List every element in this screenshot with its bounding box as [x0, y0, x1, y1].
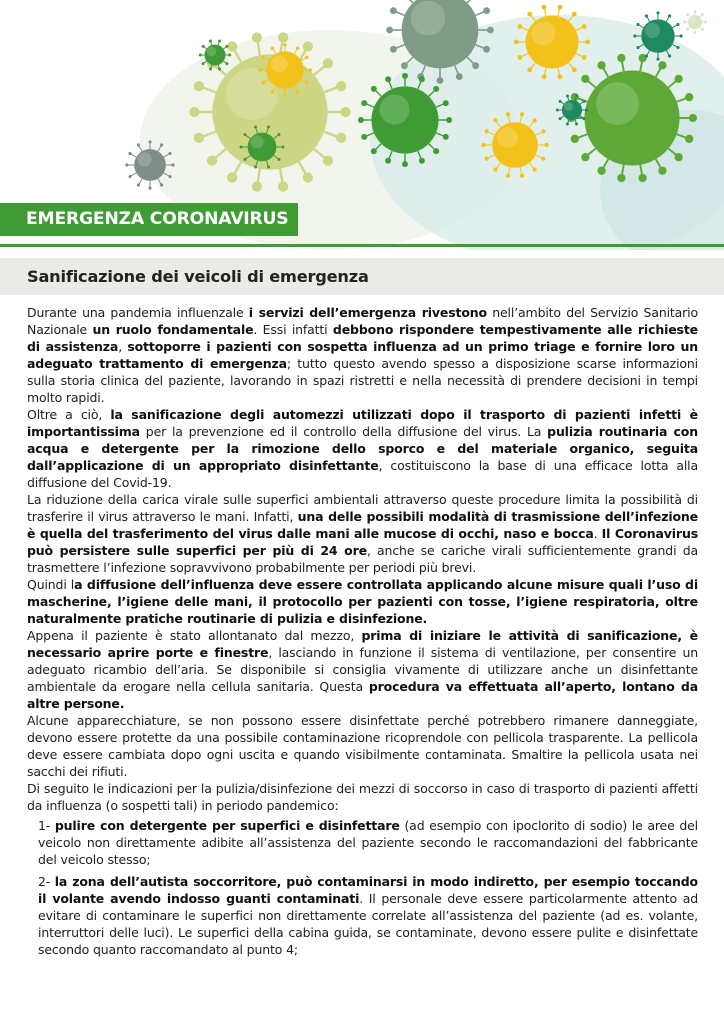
- body-text: [27, 304, 698, 958]
- paragraph: Oltre a ciò, la sanificazione degli automezzi utilizzati dopo il trasporto di pazienti infetti è importantissima per la prevenzione ed il controllo della diffusione del virus. La pulizia routinaria con acqua e detergente per la rimozione dello sporco e del materiale organico, seguita dall’applicazione di un appropriato disinfettante, costituiscono la base di una efficace lotta alla diffusione del Covid-19.: [27, 407, 698, 490]
- header-rule: [0, 244, 724, 247]
- paragraph: Durante una pandemia influenzale i servizi dell’emergenza rivestono nell’ambito del Servizio Sanitario Nazionale un ruolo fondamentale. Essi infatti debbono rispondere tempestivamente alle richieste di assistenza, sottoporre i pazienti con sospetta influenza ad un primo triage e fornire loro un adeguato trattamento di emergenza; tutto questo avendo spesso a disposizione scarse informazioni sulla storia clinica del paziente, lavorando in spazi ristretti e nella necessità di prendere decisioni in tempi molto rapidi.: [27, 305, 698, 405]
- banner-title: EMERGENZA CORONAVIRUS: [0, 203, 298, 236]
- paragraph: Di seguito le indicazioni per la pulizia/disinfezione dei mezzi di soccorso in caso di trasporto di pazienti affetti da influenza (o sospetti tali) in periodo pandemico:: [27, 781, 698, 813]
- paragraph: Alcune apparecchiature, se non possono essere disinfettate perché potrebbero rimanere danneggiate, devono essere protette da una possibile contaminazione ricoprendole con pellicola trasparente. La pellicola deve essere cambiata dopo ogni uscita e quando visibilmente contaminata. Smaltire la pellicola usata nei sacchi dei rifiuti.: [27, 713, 698, 779]
- paragraph: Appena il paziente è stato allontanato dal mezzo, prima di iniziare le attività di sanificazione, è necessario aprire porte e finestre, lasciando in funzione il sistema di ventilazione, per consentire un adeguato ricambio dell’aria. Se disponibile si consiglia vivamente di utilizzare anche un disinfettante ambientale da erogare nella cellula sanitaria. Questa procedura va effettuata all’aperto, lontano da altre persone.: [27, 628, 698, 711]
- list-item: 2- la zona dell’autista soccorritore, può contaminarsi in modo indiretto, per esempio toccando il volante avendo indosso guanti contaminati. Il personale deve essere particolarmente attento ad evitare di contaminare le superfici non direttamente correlate all’assistenza del paziente (ad es. volante, interruttori delle luci). Le superfici della cabina guida, se contaminate, devono essere pulite e disinfettate secondo quanto raccomandato al punto 4;: [38, 874, 698, 957]
- virus-icon: [683, 10, 707, 34]
- paragraph: Quindi la diffusione dell’influenza deve essere controllata applicando alcune misure quali l’uso di mascherine, l’igiene delle mani, il protocollo per pazienti con tosse, l’igiene respiratoria, oltre naturalmente pratiche routinarie di pulizia e disinfezione.: [27, 577, 698, 626]
- paragraph: La riduzione della carica virale sulle superfici ambientali attraverso queste procedure limita la possibilità di trasferire il virus attraverso le mani. Infatti, una delle possibili modalità di trasmissione dell’infezione è quella del trasferimento del virus dalle mani alle mucose di occhi, naso e bocca. Il Coronavirus può persistere sulle superfici per più di 24 ore, anche se cariche virali sufficientemente grandi da trasmettere l’infezione sopravvivono probabilmente per periodi più brevi.: [27, 492, 699, 575]
- virus-icon: [358, 73, 452, 167]
- section-title: Sanificazione dei veicoli di emergenza: [27, 267, 369, 286]
- list-item: 1- pulire con detergente per superfici e disinfettare (ad esempio con ipoclorito di sodio) le aree del veicolo non direttamente adibite all’assistenza del paziente secondo le raccomandazioni del fabbricante del veicolo stesso;: [38, 818, 698, 867]
